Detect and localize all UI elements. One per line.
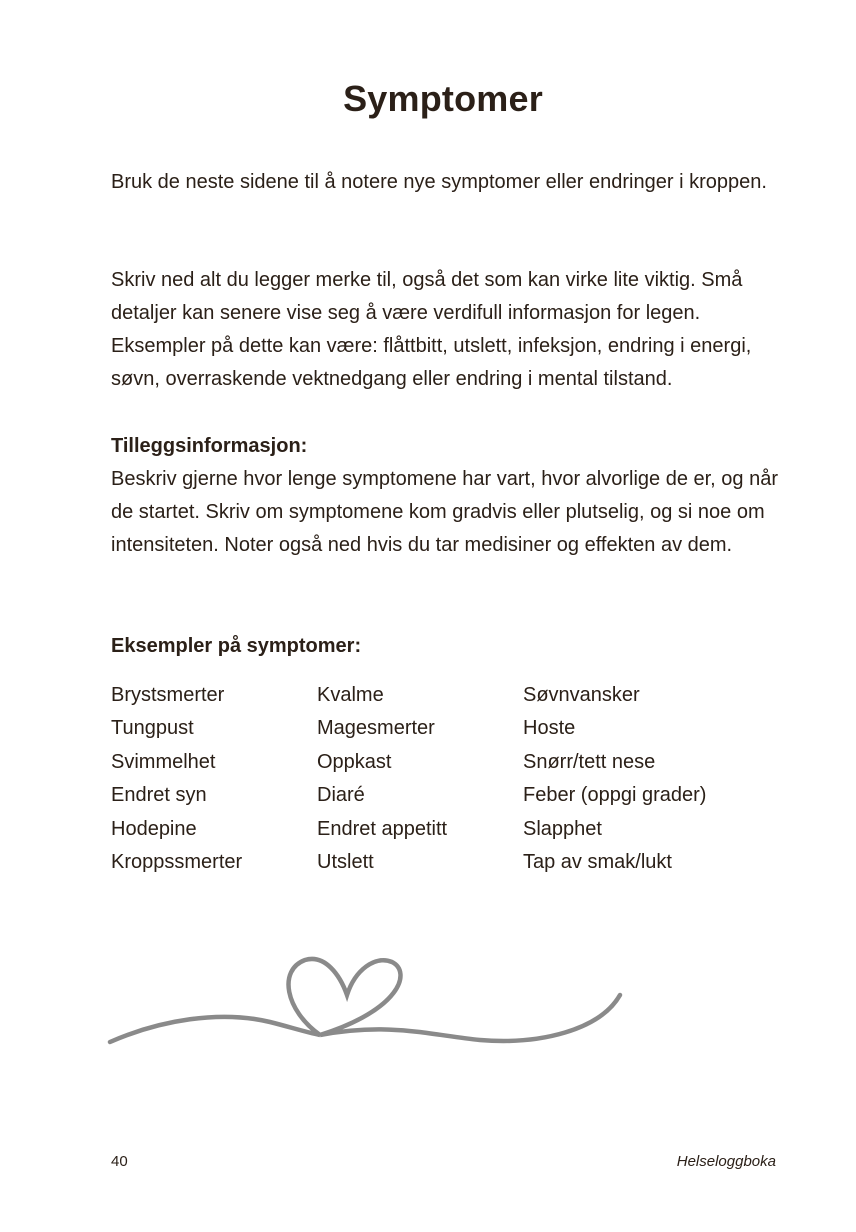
symptom-item: Hodepine: [111, 817, 197, 840]
page-title: Symptomer: [343, 78, 543, 119]
symptom-item: Endret appetitt: [317, 817, 448, 840]
additional-info-text: Beskriv gjerne hvor lenge symptomene har vart, hvor alvorlige de er, og når de startet. Skriv om symptomene kom gradvis eller plutselig, og si noe om intensiteten. Noter også ned hvis du tar medisiner og effekten av dem.: [111, 468, 779, 556]
symptom-item: Hoste: [523, 717, 576, 740]
book-title: Helseloggboka: [676, 1153, 776, 1170]
symptom-item: Kvalme: [317, 684, 384, 706]
symptom-item: Magesmerter: [317, 717, 435, 740]
symptom-item: Snørr/tett nese: [523, 750, 656, 773]
examples-heading: Eksempler på symptomer:: [111, 635, 362, 657]
symptom-item: Oppkast: [317, 750, 392, 773]
symptom-column-2: [317, 679, 447, 879]
symptom-item: Diaré: [317, 784, 365, 807]
symptom-item: Utslett: [317, 851, 374, 874]
intro-paragraph-2: Skriv ned alt du legger merke til, også det som kan virke lite viktig. Små detaljer kan senere vise seg å være verdifull informasjon for legen. Eksempler på dette kan være: flåttbitt, utslett, infeksjon, endring i energi, søvn, overraskende vektnedgang eller endring i mental tilstand.: [111, 269, 752, 390]
symptom-item: Tap av smak/lukt: [523, 851, 672, 874]
heart-swirl-icon: [100, 940, 640, 1060]
additional-info-heading: Tilleggsinformasjon:: [111, 435, 308, 457]
symptom-item: Søvnvansker: [523, 684, 640, 706]
symptom-item: Tungpust: [111, 717, 194, 740]
intro-paragraph-1: Bruk de neste sidene til å notere nye symptomer eller endringer i kroppen.: [111, 171, 767, 193]
symptom-item: Svimmelhet: [111, 750, 216, 773]
symptom-item: Slapphet: [523, 817, 602, 840]
symptom-item: Endret syn: [111, 784, 207, 807]
symptom-column-1: [111, 679, 242, 879]
symptom-item: Feber (oppgi grader): [523, 784, 707, 807]
symptom-item: Brystsmerter: [111, 684, 225, 706]
symptom-column-3: [523, 679, 706, 879]
page-number: 40: [111, 1153, 128, 1170]
symptom-item: Kroppssmerter: [111, 851, 243, 874]
